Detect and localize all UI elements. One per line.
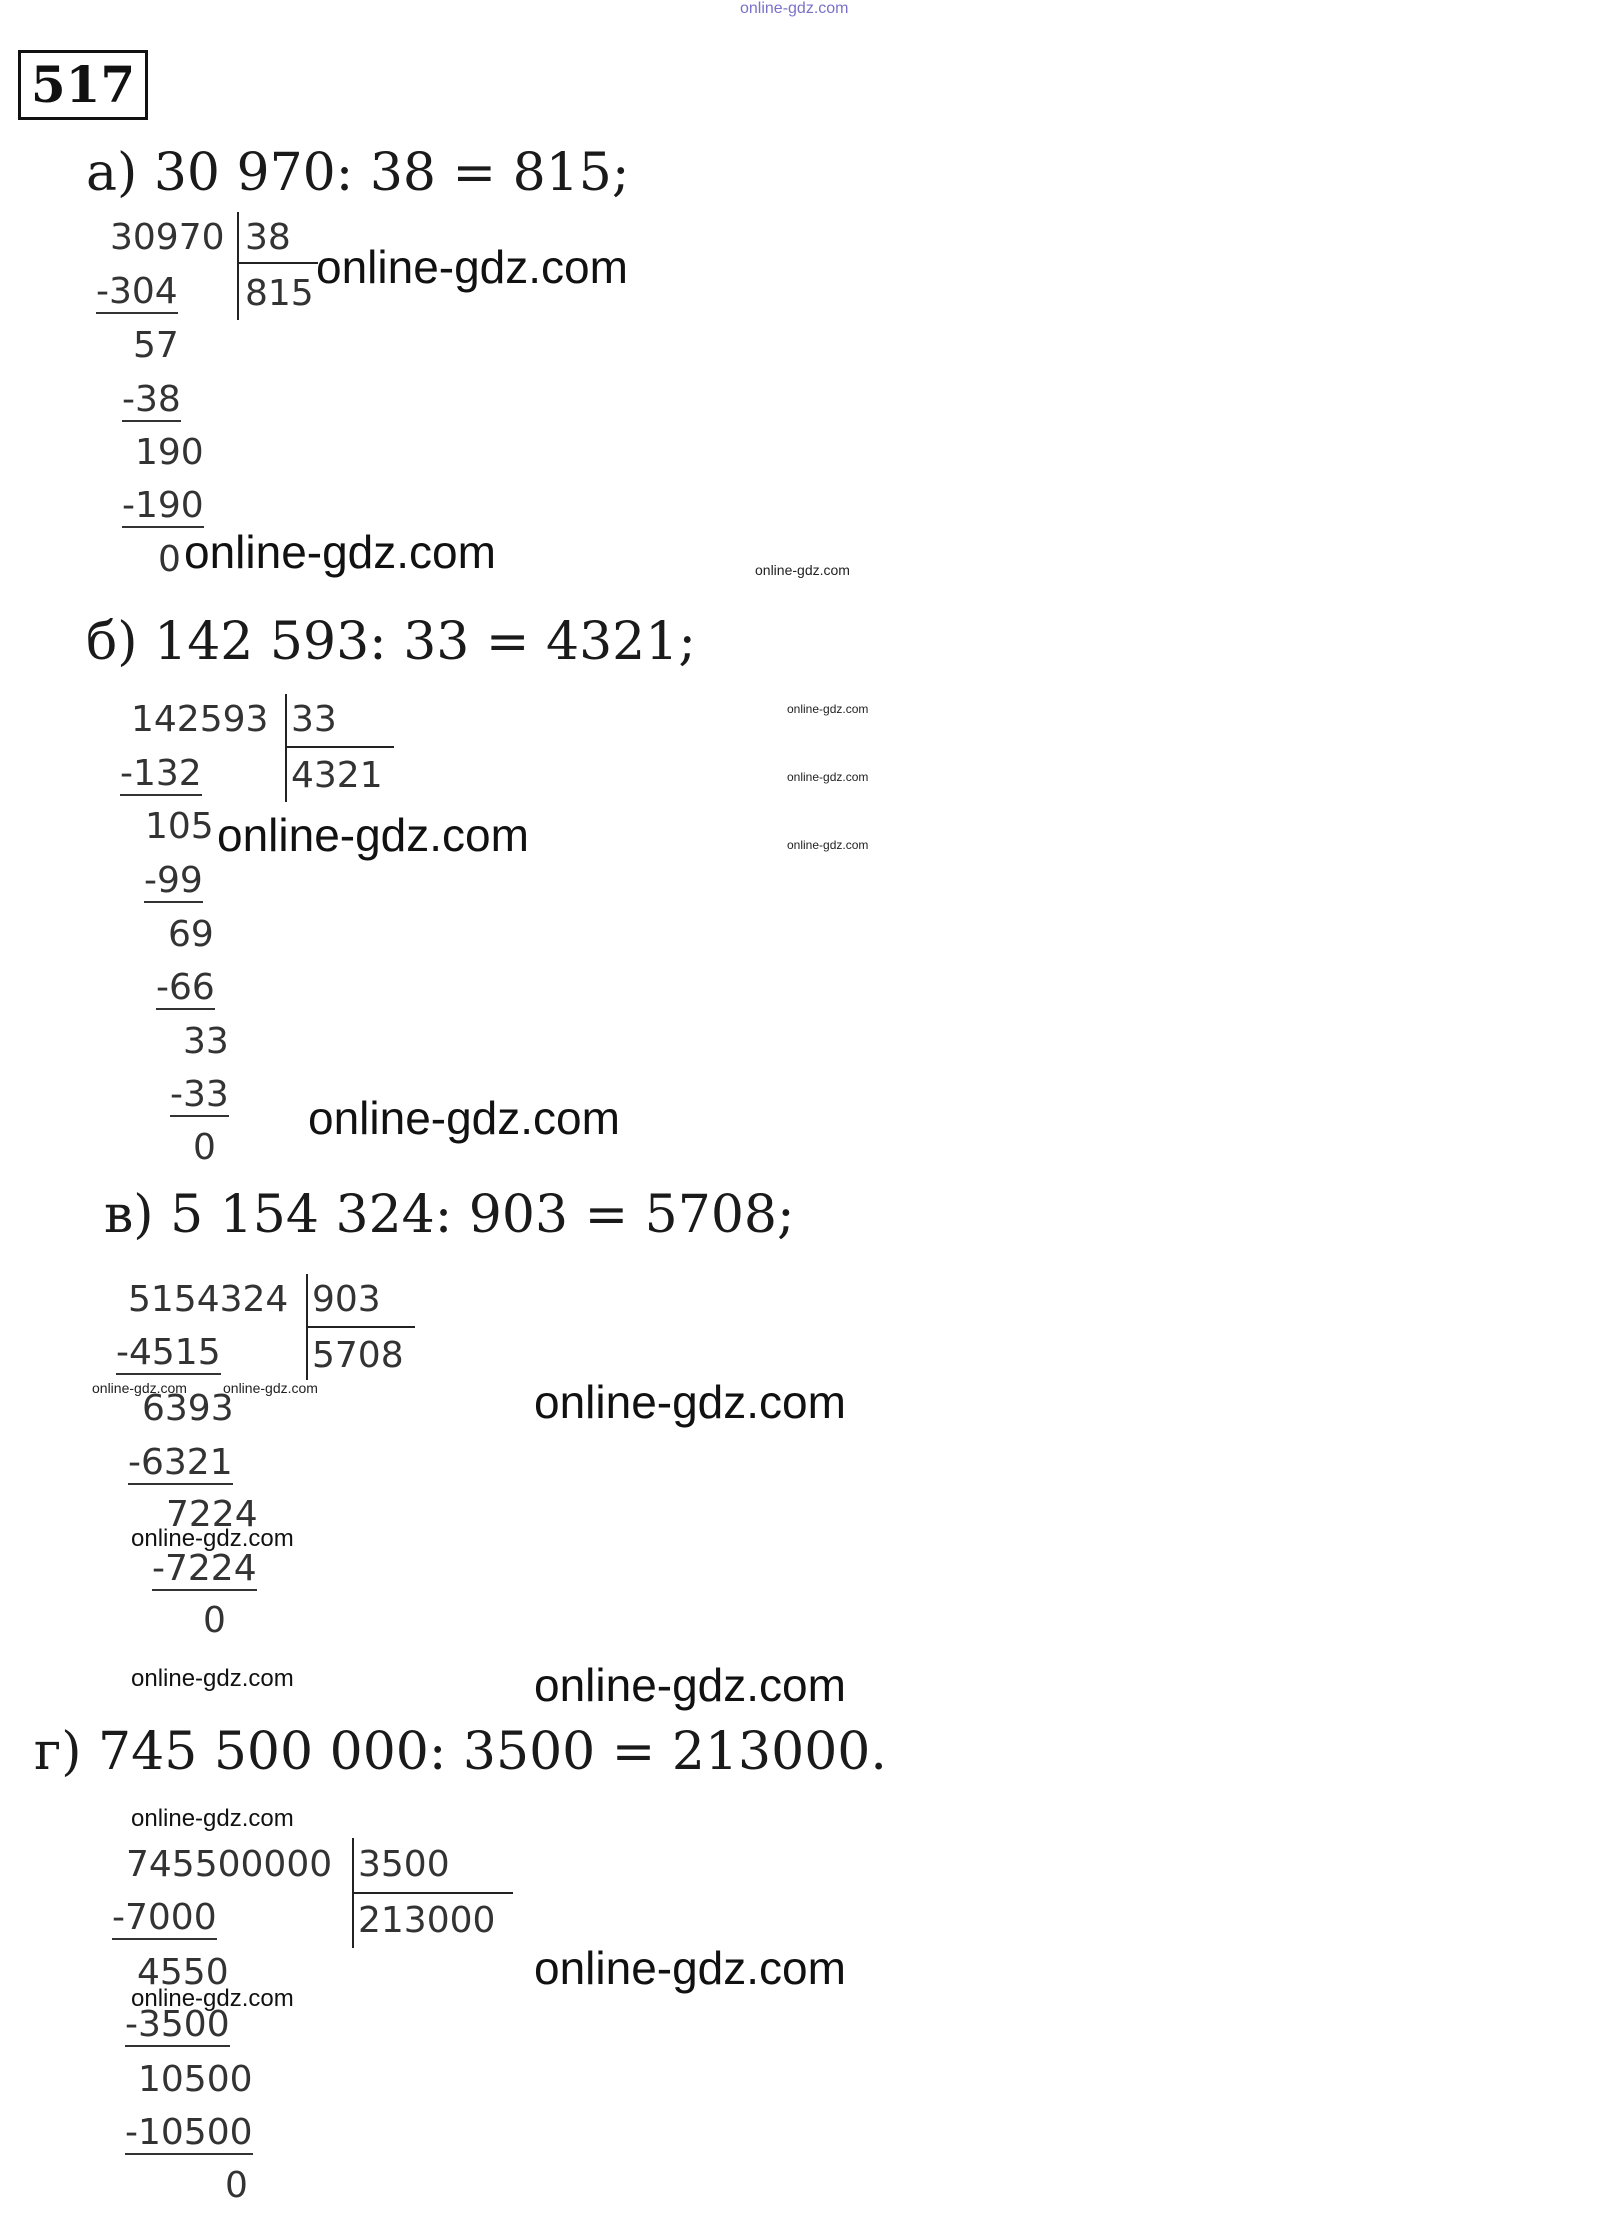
divisor-a: 38 [245,217,291,258]
step-b-6: 33 [183,1021,229,1062]
watermark: online-gdz.com [534,1942,846,1994]
step-b-5: -66 [156,967,215,1008]
watermark: online-gdz.com [308,1092,620,1144]
watermark: online-gdz.com [534,1376,846,1428]
quotient-b: 4321 [291,755,383,796]
division-bar-b [285,694,287,802]
watermark: online-gdz.com [787,770,869,784]
watermark: online-gdz.com [92,1380,187,1396]
step-b-2: 105 [145,806,214,847]
step-d-1: -7000 [112,1897,217,1938]
watermark: online-gdz.com [787,838,869,852]
dividend-c: 5154324 [128,1279,289,1320]
equation-d: г) 745 500 000: 3500 = 213000. [34,1722,887,1782]
dividend-d: 745500000 [126,1844,333,1885]
step-d-6: 0 [225,2165,248,2206]
step-b-1: -132 [120,753,202,794]
step-b-8: 0 [193,1127,216,1168]
step-a-5: -190 [122,485,204,526]
quotient-c: 5708 [312,1335,404,1376]
step-b-4: 69 [168,914,214,955]
top-watermark: online-gdz.com [740,0,849,17]
watermark: online-gdz.com [787,702,869,716]
divisor-b: 33 [291,699,337,740]
divisor-d: 3500 [358,1844,450,1885]
step-d-4: 10500 [138,2059,253,2100]
equation-b: б) 142 593: 33 = 4321; [86,612,696,672]
watermark: online-gdz.com [131,1665,294,1692]
quotient-line-d [353,1892,513,1894]
quotient-line-c [307,1326,415,1328]
quotient-line-b [286,746,394,748]
watermark: online-gdz.com [131,1525,294,1552]
step-a-2: 57 [133,325,179,366]
step-d-5: -10500 [125,2112,253,2153]
watermark: online-gdz.com [131,1985,294,2012]
step-b-3: -99 [144,860,203,901]
step-a-4: 190 [135,432,204,473]
quotient-a: 815 [245,273,314,314]
step-b-7: -33 [170,1074,229,1115]
quotient-line-a [238,262,318,264]
problem-number: 517 [18,50,148,120]
equation-c: в) 5 154 324: 903 = 5708; [104,1185,795,1245]
watermark: online-gdz.com [131,1805,294,1832]
step-c-4: 7224 [166,1494,258,1535]
step-c-1: -4515 [116,1332,221,1373]
step-c-5: -7224 [152,1548,257,1589]
step-c-6: 0 [203,1600,226,1641]
watermark: online-gdz.com [755,562,850,578]
step-d-3: -3500 [125,2004,230,2045]
step-c-3: -6321 [128,1442,233,1483]
divisor-c: 903 [312,1279,381,1320]
equation-a: а) 30 970: 38 = 815; [86,143,630,203]
division-bar-a [237,212,239,320]
step-a-1: -304 [96,271,178,312]
quotient-d: 213000 [358,1900,496,1941]
watermark: online-gdz.com [217,809,529,861]
watermark: online-gdz.com [223,1380,318,1396]
dividend-a: 30970 [110,217,225,258]
step-a-6: 0 [158,539,181,580]
step-a-3: -38 [122,379,181,420]
watermark: online-gdz.com [316,241,628,293]
watermark: online-gdz.com [184,526,496,578]
watermark: online-gdz.com [534,1659,846,1711]
step-c-2: 6393 [142,1388,234,1429]
dividend-b: 142593 [131,699,269,740]
step-d-2: 4550 [137,1952,229,1993]
